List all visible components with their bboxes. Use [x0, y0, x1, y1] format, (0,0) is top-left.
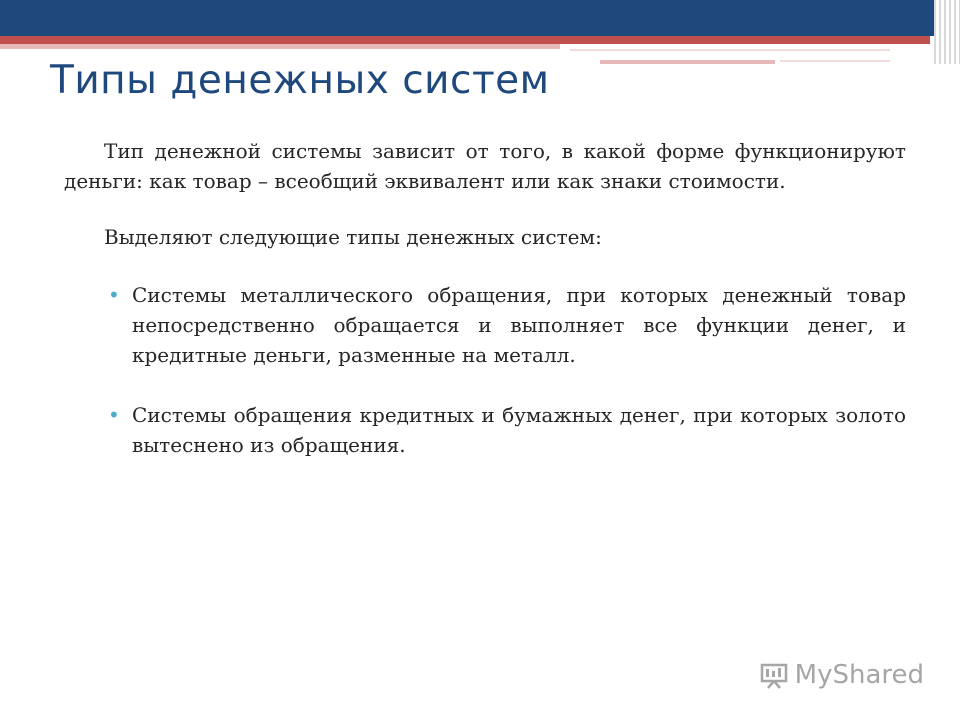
lead-paragraph: Выделяют следующие типы денежных систем:	[104, 225, 602, 249]
corner-stripes	[934, 0, 960, 64]
slide-body	[64, 136, 906, 490]
top-light-accent	[780, 60, 890, 62]
list-item	[108, 400, 906, 460]
top-light-line	[570, 49, 890, 51]
watermark	[759, 660, 924, 690]
bullet-icon: •	[108, 283, 120, 307]
intro-paragraph: Тип денежной системы зависит от того, в какой форме функционируют деньги: как товар – всеобщий эквивалент или как знаки стоимости.	[64, 139, 906, 193]
top-pink-bar	[0, 44, 560, 49]
bullet-list	[64, 280, 906, 460]
list-item-text: Системы металлического обращения, при которых денежный товар непосредственно обращается и выполняет все функции денег, и кредитные деньги, разменные на металл.	[132, 283, 906, 367]
list-item	[108, 280, 906, 370]
list-item-text: Системы обращения кредитных и бумажных денег, при которых золото вытеснено из обращения.	[132, 403, 906, 457]
top-red-bar	[0, 36, 930, 44]
top-pink-accent	[600, 60, 775, 64]
bullet-icon: •	[108, 403, 120, 427]
watermark-text: MyShared	[794, 660, 924, 690]
slide-title: Типы денежных систем	[50, 58, 550, 103]
top-blue-bar	[0, 0, 960, 36]
presentation-board-icon	[759, 660, 789, 690]
